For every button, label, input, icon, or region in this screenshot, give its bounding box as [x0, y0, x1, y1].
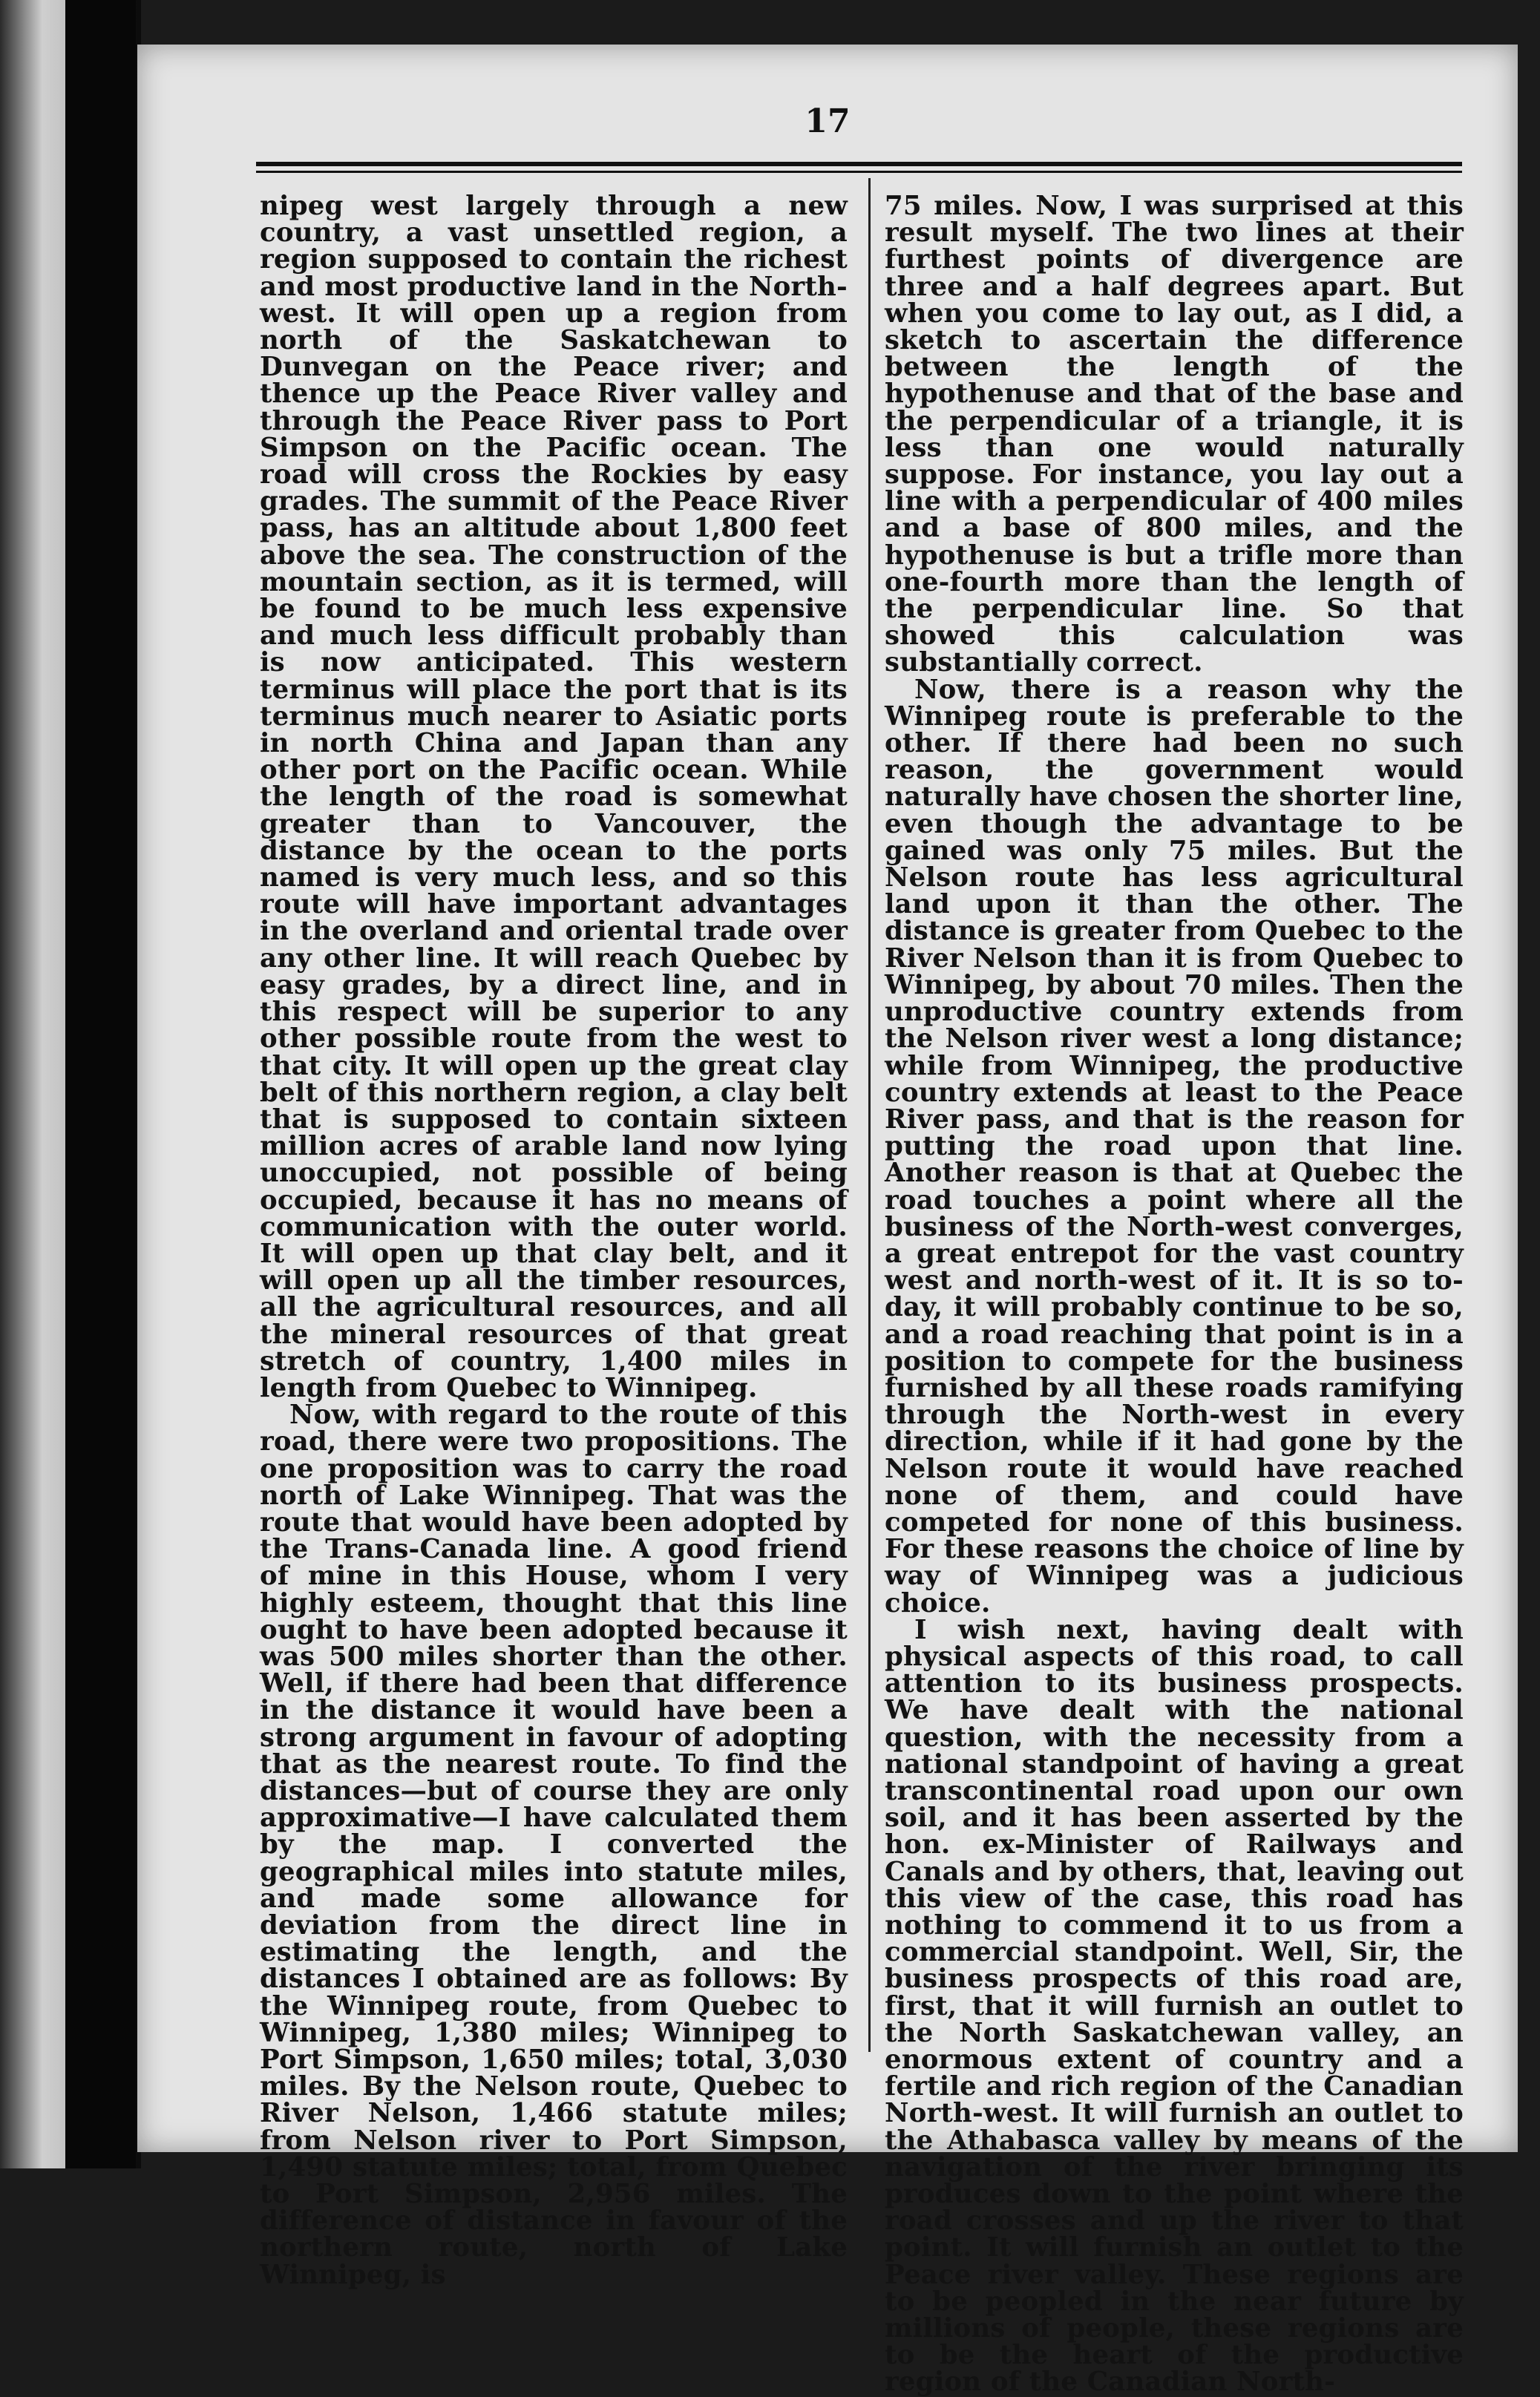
page-number: 17 — [805, 102, 851, 140]
right-column — [885, 193, 1464, 2396]
paragraph: I wish next, having dealt with physical aspects of this road, to call attention to its business prospects. We have dealt with the national question, with the necessity from a national standpoint of having a great transcontinental road upon our own soil, and it has been asserted by the hon. ex-Minister of Railways and Canals and by others, that, leaving out this view of the case, this road has nothing to commend it to us from a commercial standpoint. Well, Sir, the business prospects of this road are, first, that it will furnish an outlet to the North Saskatchewan valley, an enormous extent of country and a fertile and rich region of the Canadian North-west. It will furnish an outlet to the Athabasca valley by means of the navigation of the river bringing its produces down to the point where the road crosses and up the river to that point. It will furnish an outlet to the Peace river valley. These regions are to be peopled in the near future by millions of people, these regions are to be the heart of the productive region of the Canadian North- — [885, 1614, 1464, 2397]
header-rule-thin — [256, 171, 1462, 173]
paragraph: Now, there is a reason why the Winnipeg route is preferable to the other. If there had been no such reason, the government would naturally have chosen the shorter line, even though the advantage to be gained was only 75 miles. But the Nelson route has less agricultural land upon it than the other. The distance is greater from Quebec to the River Nelson than it is from Quebec to Winnipeg, by about 70 miles. Then the unproductive country extends from the Nelson river west a long distance; while from Winnipeg, the productive country extends at least to the Peace River pass, and that is the reason for putting the road upon that line. Another reason is that at Quebec the road touches a point where all the business of the North-west converges, a great entrepot for the vast country west and north-west of it. It is so to-day, it will probably continue to be so, and a road reaching that point is in a position to compete for the business furnished by all these roads ramifying through the North-west in every direction, while if it had gone by the Nelson route it would have reached none of them, and could have competed for none of this business. For these reasons the choice of line by way of Winnipeg was a judicious choice. — [885, 674, 1464, 1619]
paragraph: Now, with regard to the route of this road, there were two propositions. The one proposition was to carry the road north of Lake Winnipeg. That was the route that would have been adopted by the Trans-Canada line. A good friend of mine in this House, whom I very highly esteem, thought that this line ought to have been adopted because it was 500 miles shorter than the other. Well, if there had been that difference in the distance it would have been a strong argument in favour of adopting that as the nearest route. To find the distances—but of course they are only approximative—I have calculated them by the map. I converted the geographical miles into statute miles, and made some allowance for deviation from the direct line in estimating the length, and the distances I obtained are as follows: By the Winnipeg route, from Quebec to Winnipeg, 1,380 miles; Winnipeg to Port Simpson, 1,650 miles; total, 3,030 miles. By the Nelson route, Quebec to River Nelson, 1,466 statute miles; from Nelson river to Port Simpson, 1,490 statute miles; total, from Quebec to Port Simpson, 2,956 miles. The difference of distance in favour of the northern route, north of Lake Winnipeg, is — [260, 1400, 848, 2290]
paragraph: 75 miles. Now, I was surprised at this result myself. The two lines at their furthest points of divergence are three and a half degrees apart. But when you come to lay out, as I did, a sketch to ascertain the difference between the length of the hypothenuse and that of the base and the perpendicular of a triangle, it is less than one would naturally suppose. For instance, you lay out a line with a perpendicular of 400 miles and a base of 800 miles, and the hypothenuse is but a trifle more than one-fourth more than the length of the perpendicular line. So that showed this calculation was substantially correct. — [885, 191, 1464, 678]
book-page — [137, 45, 1518, 2397]
paragraph: nipeg west largely through a new country, a vast unsettled region, a region supposed to contain the richest and most productive land in the North-west. It will open up a region from north of the Saskatchewan to Dunvegan on the Peace river; and thence up the Peace River valley and through the Peace River pass to Port Simpson on the Pacific ocean. The road will cross the Rockies by easy grades. The summit of the Peace River pass, has an altitude about 1,800 feet above the sea. The construction of the mountain section, as it is termed, will be found to be much less expensive and much less difficult probably than is now anticipated. This western terminus will place the port that is its terminus much nearer to Asiatic ports in north China and Japan than any other port on the Pacific ocean. While the length of the road is somewhat greater than to Vancouver, the distance by the ocean to the ports named is very much less, and so this route will have important advantages in the overland and oriental trade over any other line. It will reach Quebec by easy grades, by a direct line, and in this respect will be superior to any other possible route from the west to that city. It will open up the great clay belt of this northern region, a clay belt that is supposed to contain sixteen million acres of arable land now lying unoccupied, not possible of being occupied, because it has no means of communication with the outer world. It will open up that clay belt, and it will open up all the timber resources, all the agricultural resources, and all the mineral resources of that great stretch of country, 1,400 miles in length from Quebec to Winnipeg. — [260, 191, 848, 1403]
column-divider — [868, 178, 871, 2052]
header-rule-thick — [256, 162, 1462, 166]
left-column — [260, 193, 848, 2289]
book-binding-shadow — [65, 0, 136, 2168]
